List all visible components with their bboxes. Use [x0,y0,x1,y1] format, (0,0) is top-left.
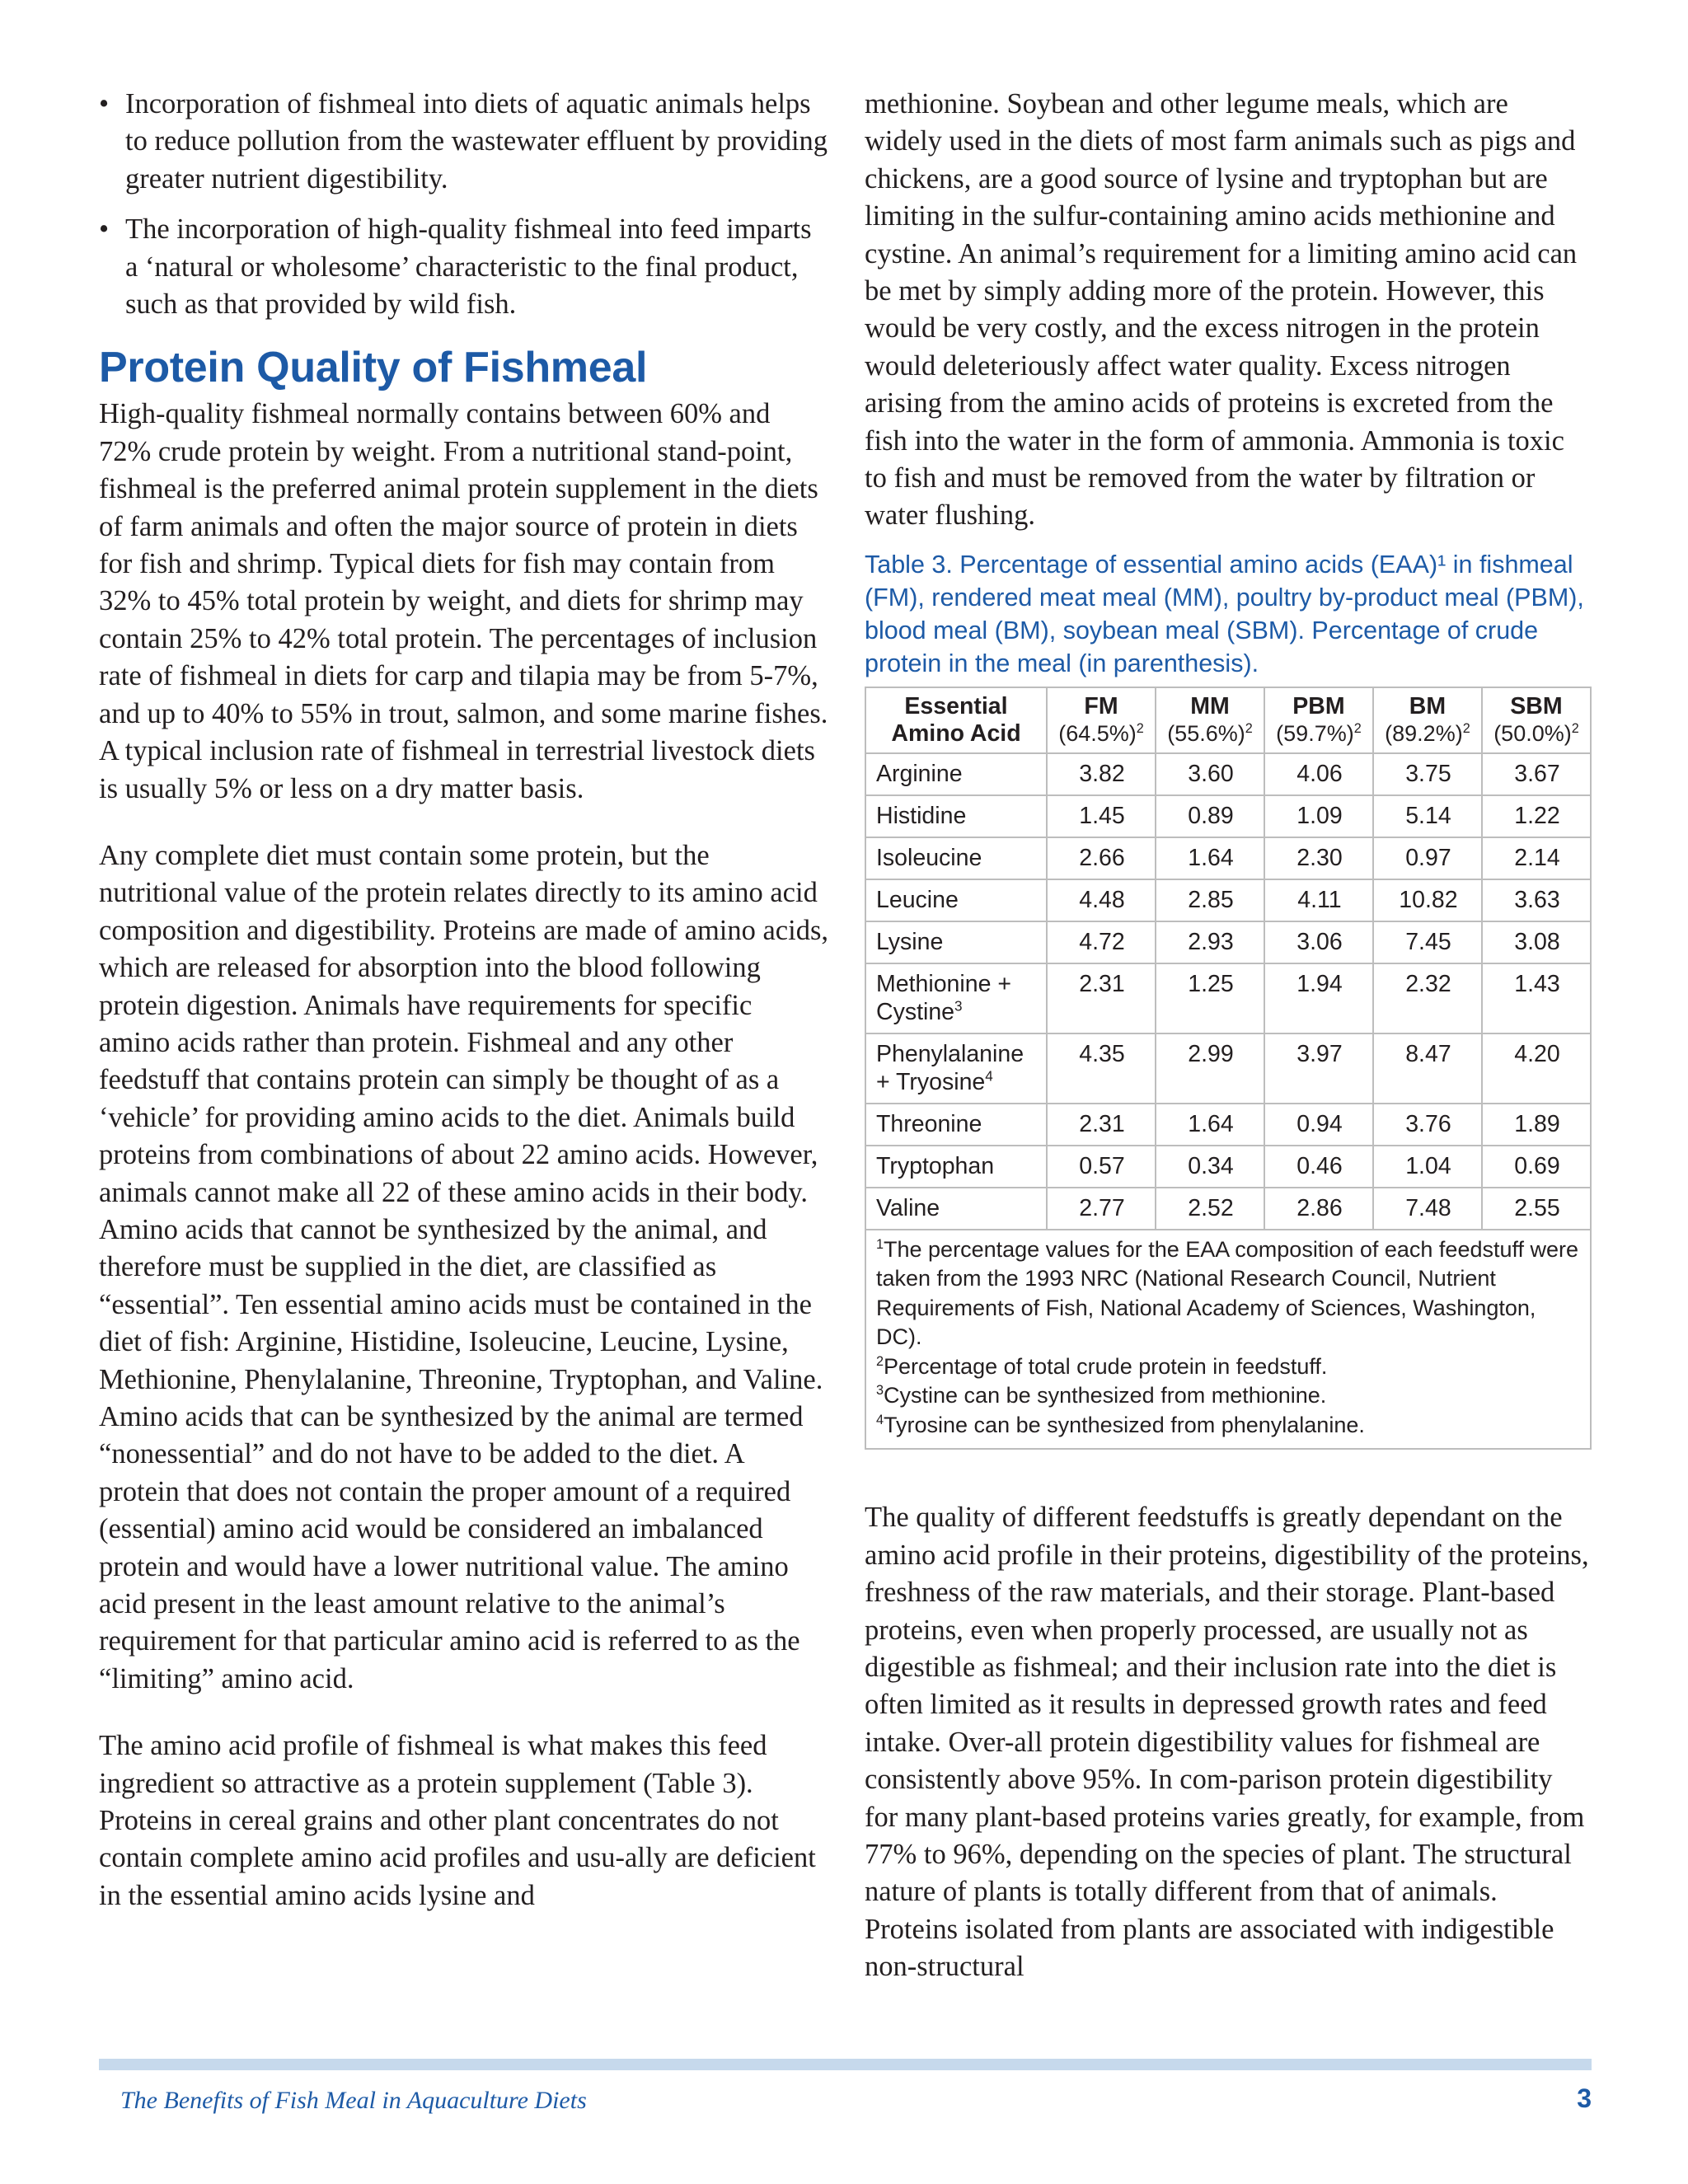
header-cell-essential: Essential Amino Acid [865,687,1047,753]
paragraph: The amino acid profile of fishmeal is what makes this feed ingredient so attractive as a protein supplement (Table 3). Proteins in cereal grains and other plant concentrates do not contain complete amino acid profiles and usu-ally are deficient in the essential amino acids lysine and [99,1730,816,1911]
value-cell: 0.57 [1047,1146,1156,1188]
table-row [865,879,1591,921]
value-cell: 0.46 [1264,1146,1373,1188]
header-cell-fm: FM $(64.5\%)^2$ [1047,687,1156,753]
footer-document-title: The Benefits of Fish Meal in Aquaculture Diets [120,2087,587,2114]
table-row [865,753,1591,795]
value-cell: 3.76 [1373,1104,1482,1146]
value-cell: 1.94 [1264,963,1373,1033]
value-cell: 1.64 [1156,837,1264,879]
bullet-list [99,86,828,323]
right-column [865,86,1592,2016]
table-footnotes-row [865,1230,1591,1450]
value-cell: 3.67 [1482,753,1591,795]
amino-acid-name: Arginine [865,753,1047,795]
value-cell: 0.34 [1156,1146,1264,1188]
value-cell: 4.35 [1047,1033,1156,1104]
header-cell-pbm: PBM $(59.7\%)^2$ [1264,687,1373,753]
value-cell: 2.86 [1264,1188,1373,1230]
paragraph: High-quality fishmeal normally contains between 60% and 72% crude protein by weight. From a nutritional stand-point, fishmeal is the preferred animal protein supplement in the diets of farm animals and often the major source of protein in diets for fish and shrimp. Typical diets for fish may contain from 32% to 45% total protein by weight, and diets for shrimp may contain 25% to 42% total protein. The percentages of inclusion rate of fishmeal in diets for carp and tilapia may be from 5-7%, and up to 40% to 55% in trout, salmon, and some marine fishes. A typical inclusion rate of fishmeal in terrestrial livestock diets is usually 5% or less on a dry matter basis. [99,398,828,804]
value-cell: 3.82 [1047,753,1156,795]
value-cell: 2.99 [1156,1033,1264,1104]
value-cell: 0.69 [1482,1146,1591,1188]
footnote: $^1$The percentage values for the EAA composition of each feedstuff were taken from the 1993 NRC (National Research Council, Nutrient Requirements of Fish, National Academy of Sciences, Washington, DC). [876,1236,1579,1350]
table-row [865,1146,1591,1188]
value-cell: 4.20 [1482,1033,1591,1104]
value-cell: 0.89 [1156,795,1264,837]
value-cell: 10.82 [1373,879,1482,921]
value-cell: 2.77 [1047,1188,1156,1230]
paragraph: methionine. Soybean and other legume meals, which are widely used in the diets of most farm animals such as pigs and chickens, are a good source of lysine and tryptophan but are limiting in the sulfur-containing amino acids methionine and cystine. An animal’s requirement for a limiting amino acid can be met by simply adding more of the protein. However, this would be very costly, and the excess nitrogen in the protein would deleteriously affect water quality. Excess nitrogen arising from the amino acids of proteins is excreted from the fish into the water in the form of ammonia. Ammonia is toxic to fish and must be removed from the water by filtration or water flushing. [865,88,1578,532]
table-row [865,963,1591,1033]
value-cell: 2.93 [1156,921,1264,963]
value-cell: 2.31 [1047,963,1156,1033]
value-cell: 3.63 [1482,879,1591,921]
amino-acid-name: Lysine [865,921,1047,963]
table-caption: Table 3. Percentage of essential amino acids (EAA)¹ in fishmeal (FM), rendered meat meal (MM), poultry by-product meal (PBM), blood meal (BM), soybean meal (SBM). Percentage of crude protein in the meal (in parenthesis). [865,550,1584,677]
table-row [865,1033,1591,1104]
value-cell: 1.64 [1156,1104,1264,1146]
amino-acid-name: Histidine [865,795,1047,837]
value-cell: 7.45 [1373,921,1482,963]
paragraph: The quality of different feedstuffs is greatly dependant on the amino acid profile in their proteins, digestibility of the proteins, freshness of the raw materials, and their storage. Plant-based proteins, even when properly processed, are usually not as digestible as fishmeal; and their inclusion rate into the diet is often limited as it results in depressed growth rates and feed intake. Over-all protein digestibility values for fishmeal are consistently above 95%. In com-parison protein digestibility for many plant-based proteins varies greatly, for example, from 77% to 96%, depending on the species of plant. The structural nature of plants is totally different from that of animals. Proteins isolated from plants are associated with indigestible non-structural [865,1502,1589,1983]
footnote: $^3$Cystine can be synthesized from methionine. [876,1383,1327,1408]
value-cell: 1.45 [1047,795,1156,837]
table-row [865,1104,1591,1146]
table-row [865,1188,1591,1230]
value-cell: 1.22 [1482,795,1591,837]
amino-acid-name: Threonine [865,1104,1047,1146]
value-cell: 1.89 [1482,1104,1591,1146]
footnote: $^2$Percentage of total crude protein in feedstuff. [876,1353,1328,1379]
value-cell: 2.31 [1047,1104,1156,1146]
value-cell: 2.85 [1156,879,1264,921]
value-cell: 3.06 [1264,921,1373,963]
value-cell: 0.97 [1373,837,1482,879]
value-cell: 2.66 [1047,837,1156,879]
table-row [865,921,1591,963]
table-header-row [865,687,1591,753]
header-cell-bm: BM $(89.2\%)^2$ [1373,687,1482,753]
header-cell-sbm: SBM $(50.0\%)^2$ [1482,687,1591,753]
paragraph: Any complete diet must contain some protein, but the nutritional value of the protein relates directly to its amino acid composition and digestibility. Proteins are made of amino acids, which are released for absorption into the blood following protein digestion. Animals have requirements for specific amino acids rather than protein. Fishmeal and any other feedstuff that contains protein can simply be thought of as a ‘vehicle’ for providing amino acids to the diet. Animals build proteins from combinations of about 22 amino acids. However, animals cannot make all 22 of these amino acids in their body. Amino acids that cannot be synthesized by the animal, and therefore must be supplied in the diet, are classified as “essential”. Ten essential amino acids must be contained in the diet of fish: Arginine, Histidine, Isoleucine, Leucine, Lysine, Methionine, Phenylalanine, Threonine, Tryptophan, and Valine. Amino acids that can be synthesized by the animal are termed “nonessential” and do not have to be added to the diet. A protein that does not contain the proper amount of a required (essential) amino acid would be considered an imbalanced protein and would have a lower nutritional value. The amino acid present in the least amount relative to the animal’s requirement for that particular amino acid is referred to as the “limiting” amino acid. [99,839,829,1694]
value-cell: 4.06 [1264,753,1373,795]
value-cell: 2.30 [1264,837,1373,879]
table-row [865,837,1591,879]
value-cell: 3.08 [1482,921,1591,963]
value-cell: 4.11 [1264,879,1373,921]
value-cell: 1.04 [1373,1146,1482,1188]
amino-acid-name: Leucine [865,879,1047,921]
amino-acid-name: Valine [865,1188,1047,1230]
value-cell: 3.75 [1373,753,1482,795]
table-row [865,795,1591,837]
header-cell-mm: MM $(55.6\%)^2$ [1156,687,1264,753]
value-cell: 7.48 [1373,1188,1482,1230]
value-cell: 1.09 [1264,795,1373,837]
footer-divider-bar [99,2059,1592,2070]
bullet-item: • Incorporation of fishmeal into diets of aquatic animals helps to reduce pollution from the wastewater effluent by providing greater nutrient digestibility. [99,86,828,198]
value-cell: 0.94 [1264,1104,1373,1146]
value-cell: 3.97 [1264,1033,1373,1104]
value-cell: 1.25 [1156,963,1264,1033]
section-heading: Protein Quality of Fishmeal [99,344,648,392]
value-cell: 3.60 [1156,753,1264,795]
value-cell: 4.48 [1047,879,1156,921]
amino-acid-name: Methionine + Cystine$^3$ [865,963,1047,1033]
value-cell: 2.52 [1156,1188,1264,1230]
value-cell: 5.14 [1373,795,1482,837]
value-cell: 4.72 [1047,921,1156,963]
value-cell: 2.14 [1482,837,1591,879]
amino-acid-table [865,687,1592,1451]
amino-acid-name: Phenylalanine + Tryosine$^4$ [865,1033,1047,1104]
value-cell: 8.47 [1373,1033,1482,1104]
amino-acid-name: Tryptophan [865,1146,1047,1188]
bullet-item: • The incorporation of high-quality fishmeal into feed imparts a ‘natural or wholesome’ characteristic to the final product, such as that provided by wild fish. [99,211,828,323]
table-footnotes [865,1230,1591,1450]
value-cell: 1.43 [1482,963,1591,1033]
page-number: 3 [1577,2083,1592,2113]
left-column [99,86,828,1944]
value-cell: 2.55 [1482,1188,1591,1230]
value-cell: 2.32 [1373,963,1482,1033]
amino-acid-name: Isoleucine [865,837,1047,879]
footnote: $^4$Tyrosine can be synthesized from phenylalanine. [876,1412,1365,1437]
